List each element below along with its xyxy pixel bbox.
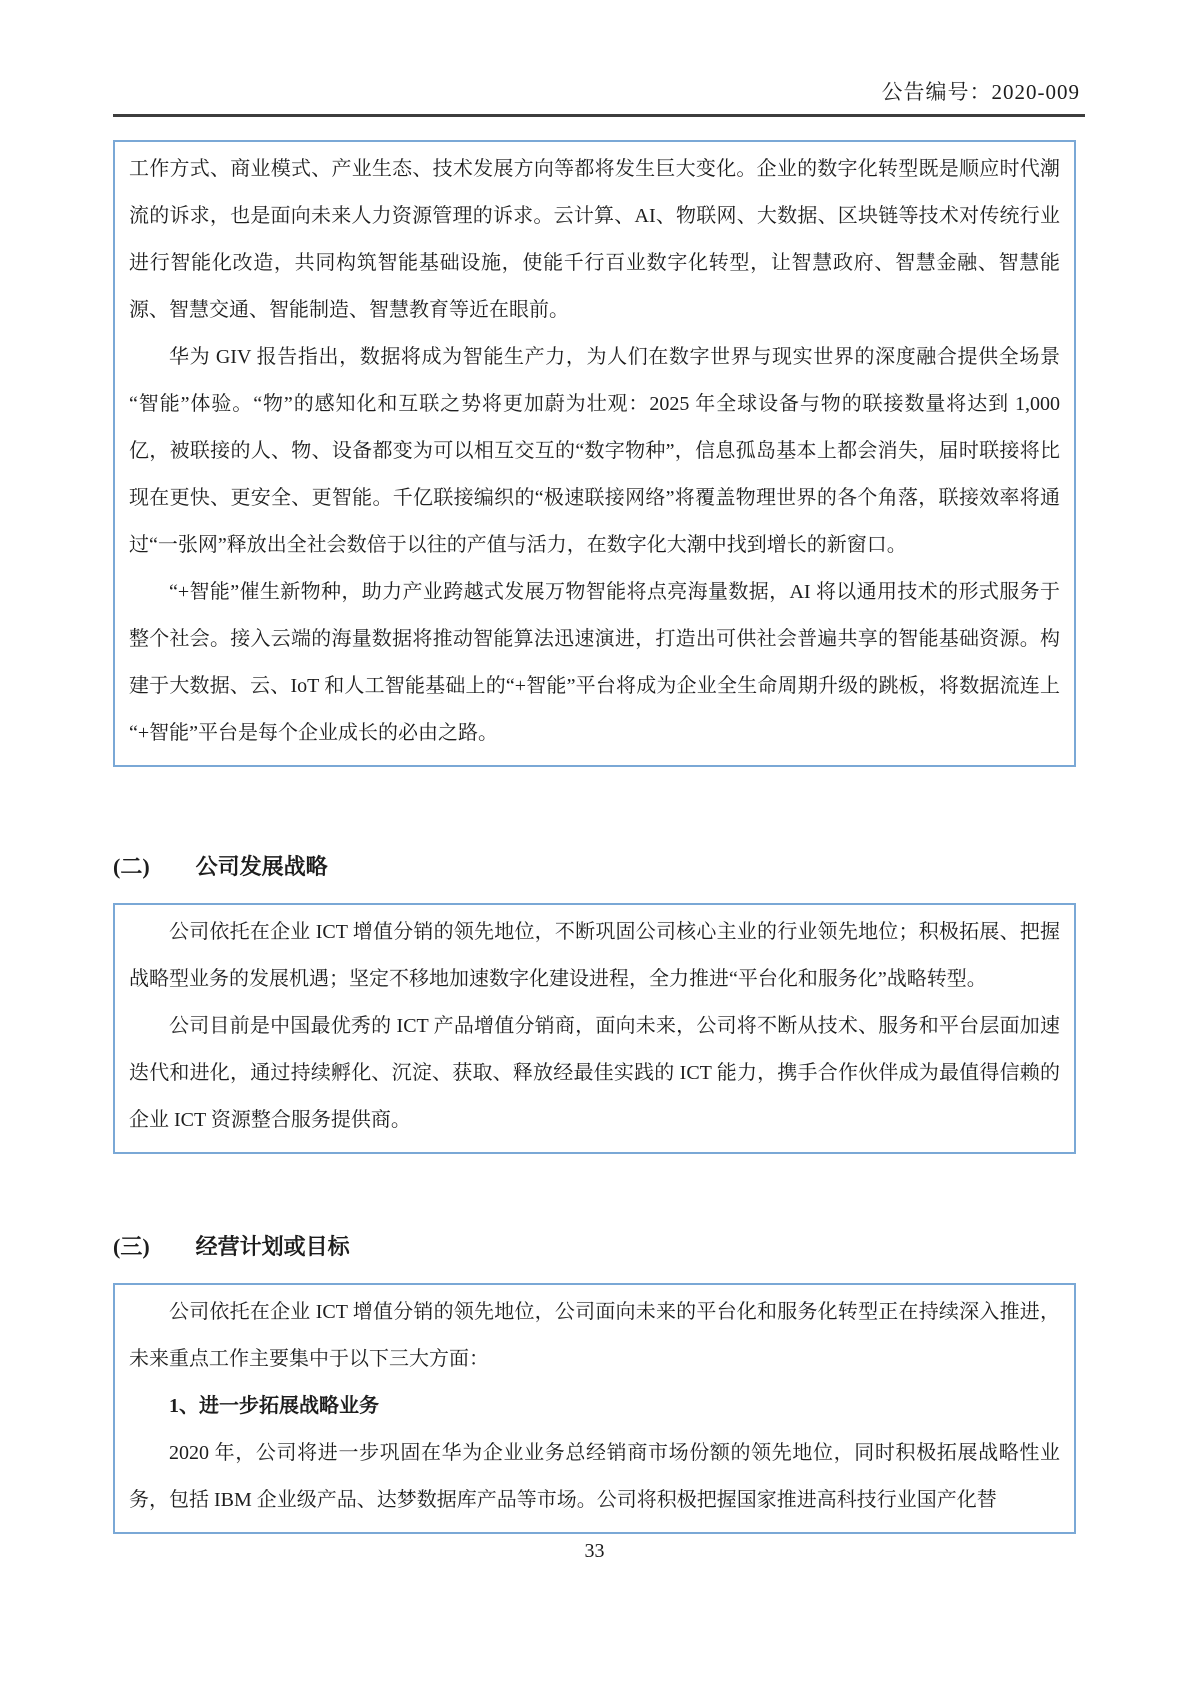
section-heading-company-strategy [113,850,328,881]
announcement-number: 公告编号：2020-009 [881,80,1080,104]
content-box-business-plan [113,1283,1076,1534]
content-box-digital-transformation [113,140,1076,767]
section-heading-business-plan [113,1230,350,1261]
section-number: (二) [113,854,150,879]
paragraph: 公司目前是中国最优秀的 ICT 产品增值分销商，面向未来，公司将不断从技术、服务和平台层面加速迭代和进化，通过持续孵化、沉淀、获取、释放经最佳实践的 ICT 能力，携手合作伙伴成为最值得信赖的企业 ICT 资源整合服务提供商。 [129,1015,1060,1131]
paragraph: “+智能”催生新物种，助力产业跨越式发展万物智能将点亮海量数据，AI 将以通用技术的形式服务于整个社会。接入云端的海量数据将推动智能算法迅速演进，打造出可供社会普遍共享的智能基础资源。构建于大数据、云、IoT 和人工智能基础上的“+智能”平台将成为企业全生命周期升级的跳板，将数据流连上“+智能”平台是每个企业成长的必由之路。 [129,581,1060,744]
paragraph: 2020 年，公司将进一步巩固在华为企业业务总经销商市场份额的领先地位，同时积极拓展战略性业务，包括 IBM 企业级产品、达梦数据库产品等市场。公司将积极把握国家推进高科技行业国产化替 [129,1442,1060,1511]
content-box-company-strategy [113,903,1076,1154]
paragraph: 工作方式、商业模式、产业生态、技术发展方向等都将发生巨大变化。企业的数字化转型既是顺应时代潮流的诉求，也是面向未来人力资源管理的诉求。云计算、AI、物联网、大数据、区块链等技术对传统行业进行智能化改造，共同构筑智能基础设施，使能千行百业数字化转型，让智慧政府、智慧金融、智慧能源、智慧交通、智能制造、智慧教育等近在眼前。 [129,158,1060,321]
header-divider [113,114,1085,117]
paragraph: 公司依托在企业 ICT 增值分销的领先地位，公司面向未来的平台化和服务化转型正在持续深入推进，未来重点工作主要集中于以下三大方面： [129,1301,1060,1370]
paragraph: 公司依托在企业 ICT 增值分销的领先地位，不断巩固公司核心主业的行业领先地位；积极拓展、把握战略型业务的发展机遇；坚定不移地加速数字化建设进程，全力推进“平台化和服务化”战略转型。 [129,921,1060,990]
section-title: 公司发展战略 [195,854,328,879]
page-number: 33 [584,1540,605,1562]
paragraph: 华为 GIV 报告指出，数据将成为智能生产力，为人们在数字世界与现实世界的深度融合提供全场景“智能”体验。“物”的感知化和互联之势将更加蔚为壮观：2025 年全球设备与物的联接数量将达到 1,000 亿，被联接的人、物、设备都变为可以相互交互的“数字物种”，信息孤岛基本上都会消失，届时联接将比现在更快、更安全、更智能。千亿联接编织的“极速联接网络”将覆盖物理世界的各个角落，联接效率将通过“一张网”释放出全社会数倍于以往的产值与活力，在数字化大潮中找到增长的新窗口。 [129,346,1060,556]
subheading-expand-strategic-business: 1、进一步拓展战略业务 [169,1395,379,1417]
section-number: (三) [113,1234,150,1259]
section-title: 经营计划或目标 [195,1234,350,1259]
